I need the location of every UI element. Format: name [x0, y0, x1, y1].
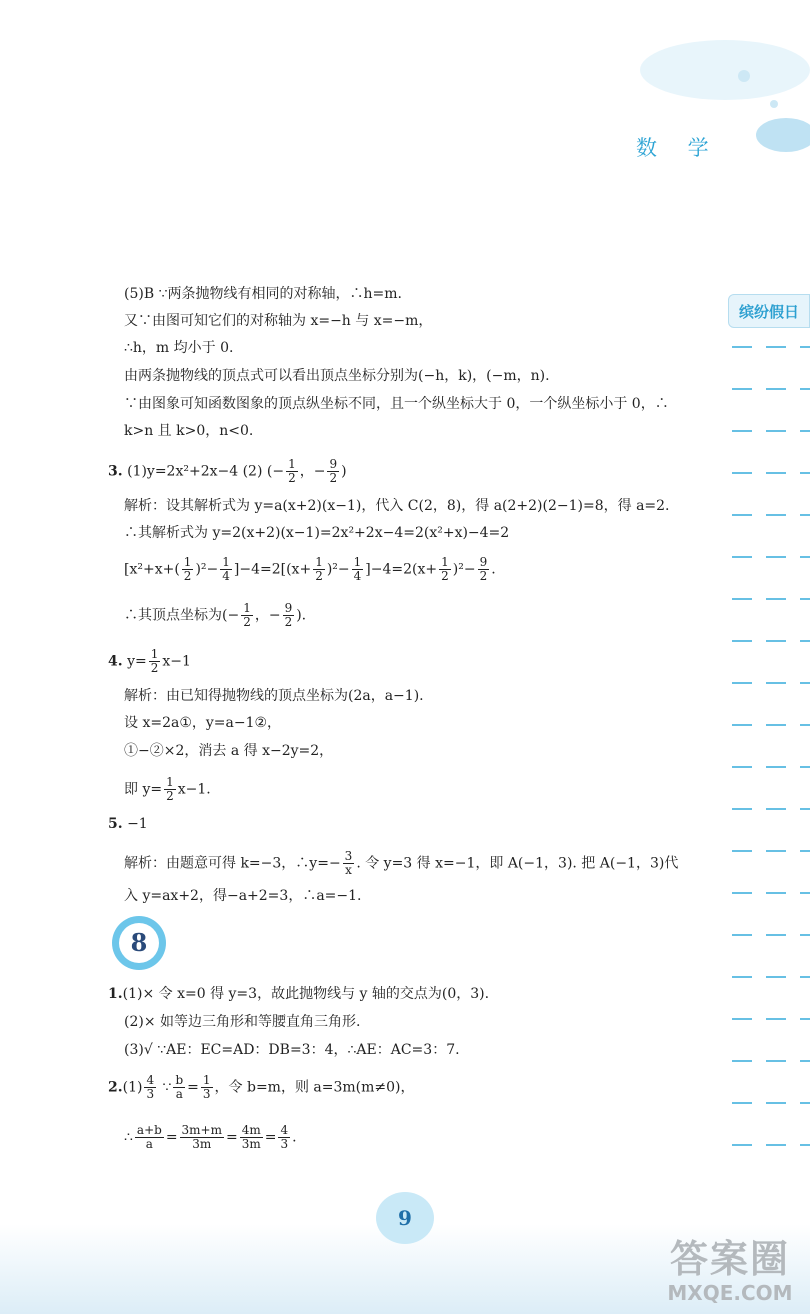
q2-5-line4: 由两条抛物线的顶点式可以看出顶点坐标分别为(−h，k)，(−m，n). [124, 368, 550, 384]
text: y= [127, 653, 147, 670]
watermark-logo [650, 1236, 810, 1304]
q4-line4 [124, 776, 211, 803]
fraction: $\frac{1}{2}$ [150, 647, 159, 675]
text: (1) [122, 1079, 143, 1096]
q2-5-line5: ∵由图象可知函数图象的顶点纵坐标不同，且一个纵坐标大于 0，一个纵坐标小于 0，∴ [124, 396, 669, 412]
s8-q1-line2: (2)× 如等边三角形和等腰直角三角形. [124, 1014, 361, 1030]
text: = [264, 1129, 277, 1146]
s8-q1-number: 1. [108, 986, 123, 1002]
q4-line3: ①−②×2，消去 a 得 x−2y=2， [124, 743, 334, 759]
fraction: $\frac{9}{2}$ [329, 457, 338, 485]
fraction: $\frac{1}{2}$ [288, 457, 296, 485]
q5-number: 5. [108, 816, 123, 832]
watermark-bottom: MXQE.COM [667, 1281, 793, 1305]
text: ]−4=2[(x+ [233, 561, 312, 578]
fraction: $\frac{3m+m}{3m}$ [181, 1123, 222, 1151]
fraction: $\frac{b}{a}$ [175, 1073, 184, 1101]
q2-5-line6: k>n 且 k>0，n<0. [124, 423, 254, 439]
q2-5-line1: (5)B ∵两条抛物线有相同的对称轴，∴h=m. [124, 286, 402, 302]
q3-paren-close: ) [341, 463, 347, 480]
q3-answer-part1: (1)y=2x²+2x−4 (2) [127, 463, 263, 480]
text: ，令 b=m，则 a=3m(m≠0)， [214, 1079, 415, 1096]
text: . [491, 561, 496, 578]
fraction: $\frac{1}{2}$ [441, 555, 449, 583]
s8-q2-line2 [124, 1124, 297, 1151]
s8-q2-number: 2. [108, 1079, 123, 1096]
q3-paren-open: (− [266, 463, 285, 480]
side-tab: 缤纷假日 [728, 294, 810, 328]
text: = [165, 1129, 178, 1146]
text: 解析：由题意可得 k=−3，∴y=− [124, 855, 341, 872]
text: (1)× 令 x=0 得 y=3，故此抛物线与 y 轴的交点为(0，3). [122, 986, 490, 1002]
text: = [187, 1079, 199, 1096]
fraction: $\frac{1}{2}$ [243, 601, 251, 629]
fraction: $\frac{1}{4}$ [353, 555, 362, 583]
fraction: $\frac{1}{2}$ [183, 555, 192, 583]
page-number: 9 [376, 1192, 434, 1244]
q3-comma: ，− [299, 463, 326, 480]
fraction: $\frac{1}{3}$ [202, 1073, 211, 1101]
section-8-badge [112, 916, 166, 970]
text: ∴其顶点坐标为(− [124, 607, 240, 624]
text: x−1. [177, 781, 211, 798]
fraction: $\frac{9}{2}$ [284, 601, 293, 629]
q3-number: 3. [108, 463, 123, 480]
text: ]−4=2(x+ [365, 561, 438, 578]
q4-number: 4. [108, 653, 123, 670]
side-dash-lines [732, 336, 810, 1176]
q2-5-line3: ∴h，m 均小于 0. [124, 340, 234, 356]
q5-line2: 入 y=ax+2，得−a+2=3，∴a=−1. [124, 888, 362, 904]
q3-line2: ∴其解析式为 y=2(x+2)(x−1)=2x²+2x−4=2(x²+x)−4=2 [124, 525, 510, 541]
text: ). [296, 607, 307, 624]
q4-line1: 解析：由已知得抛物线的顶点坐标为(2a，a−1). [124, 688, 424, 704]
s8-q1-line1 [108, 984, 489, 1004]
text: [x²+x+( [124, 561, 180, 578]
section-number: 8 [119, 923, 159, 963]
q5-answer [108, 814, 148, 834]
text: )²− [195, 561, 219, 578]
fraction: $\frac{4m}{3m}$ [241, 1123, 261, 1151]
fraction: $\frac{4}{3}$ [280, 1123, 289, 1151]
text: ，− [254, 607, 281, 624]
fraction: $\frac{3}{x}$ [344, 849, 353, 877]
q4-answer [108, 648, 191, 675]
subject-title: 数 学 [636, 136, 721, 160]
text: ∴ [124, 1129, 133, 1146]
fraction: $\frac{1}{2}$ [315, 555, 323, 583]
s8-q1-line3: (3)√ ∵AE：EC=AD：DB=3：4，∴AE：AC=3：7. [124, 1042, 460, 1058]
fraction: $\frac{1}{4}$ [222, 555, 230, 583]
text: = [226, 1129, 238, 1146]
s8-q2-line1 [108, 1074, 415, 1101]
watermark-top: 答案圈 [669, 1237, 790, 1281]
fraction: $\frac{1}{2}$ [166, 775, 174, 803]
text: . 令 y=3 得 x=−1，即 A(−1，3). 把 A(−1，3)代 [356, 855, 679, 872]
q2-5-line2: 又∵由图可知它们的对称轴为 x=−h 与 x=−m， [124, 313, 433, 329]
fraction: $\frac{4}{3}$ [146, 1073, 155, 1101]
text: . [292, 1129, 297, 1146]
text: 即 y= [124, 781, 163, 798]
q3-line1: 解析：设其解析式为 y=a(x+2)(x−1)，代入 C(2，8)，得 a(2+2)(2−1)=8，得 a=2. [124, 498, 670, 514]
text: −1 [127, 816, 148, 832]
q3-line3 [124, 556, 496, 583]
text: ∵ [158, 1079, 172, 1096]
q3-answer [108, 458, 347, 485]
q3-line4 [124, 602, 306, 629]
text: x−1 [162, 653, 191, 670]
q5-line1 [124, 850, 678, 877]
text: )²− [326, 561, 350, 578]
text: )²− [452, 561, 476, 578]
q4-line2: 设 x=2a①，y=a−1②， [124, 715, 282, 731]
fraction: $\frac{9}{2}$ [479, 555, 488, 583]
fraction: $\frac{a+b}{a}$ [136, 1123, 162, 1151]
